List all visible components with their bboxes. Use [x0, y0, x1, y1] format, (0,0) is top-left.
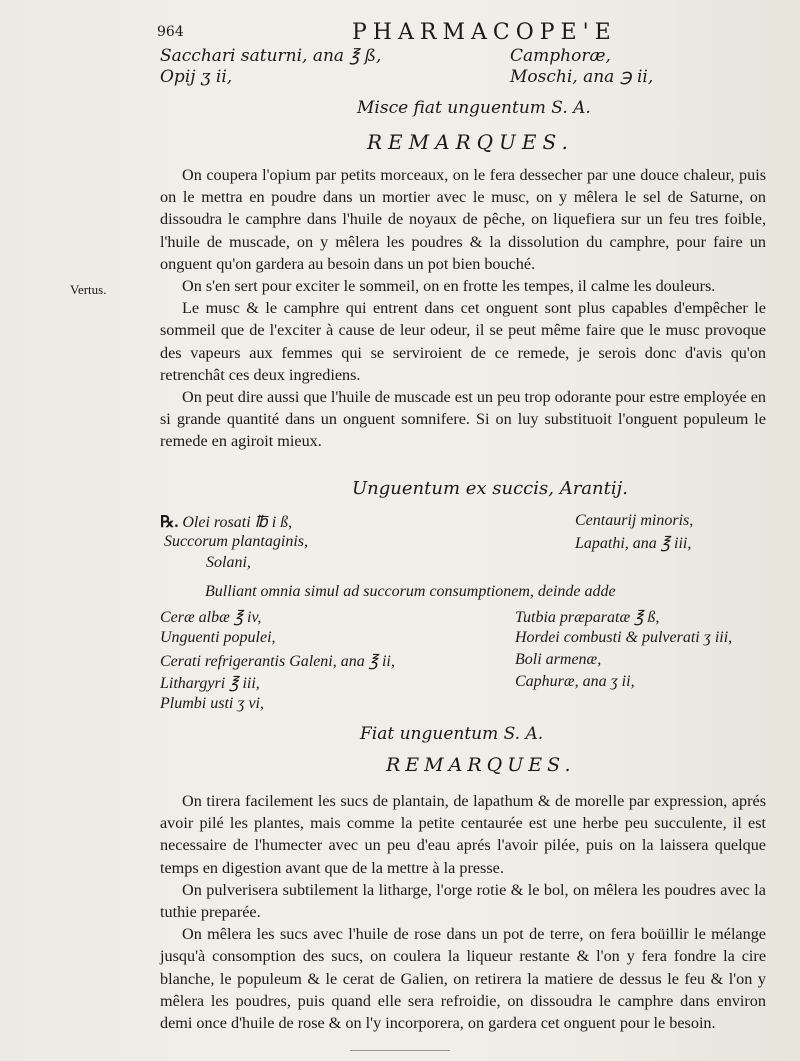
recipe2-left-line2: Unguenti populei, — [160, 629, 276, 646]
recipe2-left-line — [160, 512, 292, 532]
remarks1-paragraph: On s'en sert pour exciter le sommeil, on en frotte les tempes, il calme les douleurs. — [182, 277, 716, 296]
recipe2-right-line2: Caphuræ, ana ʒ ii, — [515, 673, 635, 690]
remarks2-paragraph: On mêlera les sucs avec l'huile de rose dans un pot de terre, on fera boüillir le mélange jusqu'à consomption des sucs, on coulera la liqueur restante & l'on y fera fondre la cire blanche, le populeum & le cerat de Galien, on retirera la matiere de dessus le feu & l'on y mêlera les poudres, puis quand elle sera refroidie, on dissoudra le camphre dans environ demi once d'huile de rose & on l'y incorporera, on gardera cet onguent pour le besoin. — [160, 925, 766, 1033]
running-head: PHARMACOPE'E — [352, 20, 617, 45]
recipe1-right-line: Camphoræ, — [510, 46, 611, 66]
recipe2-right-line2: Tutbia præparatæ ℥ ß, — [515, 609, 660, 626]
recipe1-left-line: Opij ʒ ii, — [160, 67, 233, 87]
remarks2-paragraph: On pulverisera subtilement la litharge, l'orge rotie & le bol, on mêlera les poudres avec la tuthie preparée. — [160, 880, 766, 922]
recipe2-right-line2: Boli armenæ, — [515, 651, 602, 668]
remarks1-paragraph: On coupera l'opium par petits morceaux, on le fera dessecher par une douce chaleur, puis on le mettra en poudre dans un mortier avec le musc, on y mêlera le sel de Saturne, on dissoudra le camphre dans l'huile de noyaux de pêche, on liquefiera sur un feu tres foible, l'huile de muscade, on y mêlera les poudres & la dissolution du camphre, pour faire un onguent qu'on gardera au besoin dans un pot bien bouché. — [160, 166, 766, 273]
recipe2-left-line: Solani, — [206, 554, 251, 571]
recipe2-right-line: Centaurij minoris, — [575, 512, 694, 529]
recipe1-directive: Misce fiat unguentum S. A. — [357, 98, 591, 118]
recipe1-left-line: Sacchari saturni, ana ℥ ß, — [160, 46, 382, 66]
recipe2-right-line: Lapathi, ana ℥ iii, — [575, 535, 692, 552]
recipe2-title: Unguentum ex succis, Arantij. — [352, 478, 628, 499]
page-number: 964 — [157, 24, 184, 40]
recipe2-left-line: Succorum plantaginis, — [164, 533, 308, 550]
remarks1-text — [160, 164, 766, 453]
recipe2-left-line2: Plumbi usti ʒ vi, — [160, 695, 264, 712]
remarks2-paragraph: On tirera facilement les sucs de plantain, de lapathum & de morelle par expression, aprés avoir pilé les plantes, mais comme la petite centaurée est une herbe peu succulente, il est necessaire de l'humecter avec un peu d'eau aprés l'avoir pilée, puis on la laissera quelque temps en digestion avant que de la mettre à la presse. — [160, 792, 766, 877]
recipe2-left-line2: Ceræ albæ ℥ iv, — [160, 609, 262, 626]
remarks1-paragraph: On peut dire aussi que l'huile de muscade est un peu trop odorante pour estre employée en si grande quantité dans un onguent somnifere. Si on luy substituoit l'onguent populeum le remede en agiroit mieux. — [160, 388, 766, 451]
recipe2-left-line-text: Olei rosati ℔ i ß, — [182, 514, 293, 531]
recipe2-right-line2: Hordei combusti & pulverati ʒ iii, — [515, 629, 733, 646]
margin-note-vertus: Vertus. — [70, 282, 107, 297]
remarks1-heading: REMARQUES. — [367, 130, 574, 154]
recipe2-bulliant: Bulliant omnia simul ad succorum consumptionem, deinde adde — [205, 583, 616, 600]
recipe1-right-line: Moschi, ana ℈ ii, — [510, 67, 654, 87]
remarks1-paragraph: Le musc & le camphre qui entrent dans cet onguent sont plus capables d'empêcher le sommeil que de l'exciter à cause de leur odeur, il se peut même faire que le musc provoque des vapeurs aux femmes qui se serviroient de ce remede, je serois donc d'avis qu'on retrenchât ces deux ingrediens. — [160, 299, 766, 384]
page-bottom-rule — [350, 1050, 450, 1051]
remarks2-text — [160, 790, 766, 1034]
recipe2-directive: Fiat unguentum S. A. — [360, 724, 544, 744]
recipe2-left-line2: Lithargyri ℥ iii, — [160, 675, 260, 692]
recipe2-left-line2: Cerati refrigerantis Galeni, ana ℥ ii, — [160, 653, 395, 670]
remarks2-heading: REMARQUES. — [386, 754, 576, 776]
recipe-symbol: ℞. — [160, 514, 179, 531]
